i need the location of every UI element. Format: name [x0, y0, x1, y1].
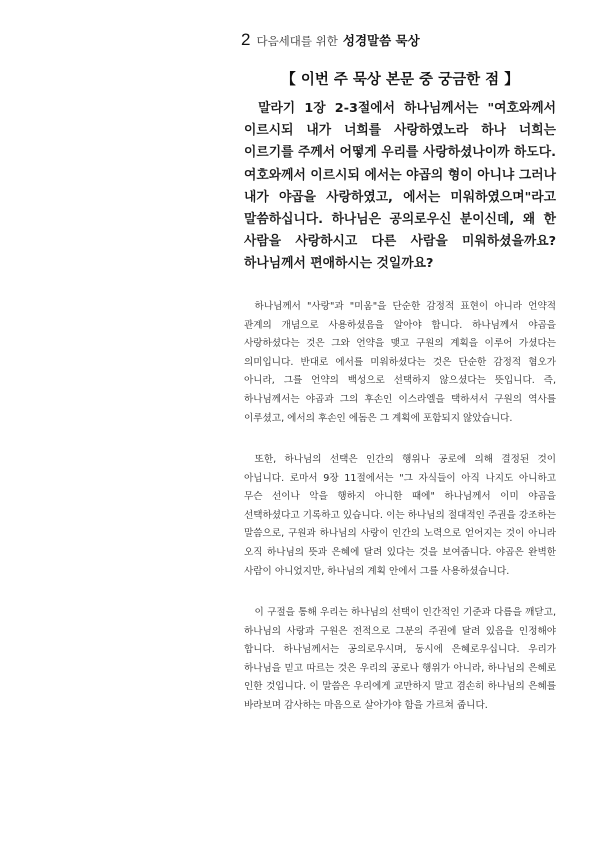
section-title: 【 이번 주 묵상 본문 중 궁금한 점 】: [281, 72, 519, 88]
answer-paragraph-3: 이 구절을 통해 우리는 하나님의 선택이 인간적인 기준과 다름을 깨닫고, 하나님의 사랑과 구원은 전적으로 그분의 주권에 달려 있음을 인정해야 합니다. 하나님께서는 공의로우시며, 동시에 은혜로우십니다. 우리가 하나님을 믿고 따르는 것은 우리의 공로나 행위가 아니라, 하나님의 은혜로 인한 것입니다. 이 말씀은 우리에게 교만하지 말고 겸손히 하나님의 은혜를 바라보며 감사하는 마음으로 살아가야 함을 가르쳐 줍니다.: [244, 607, 556, 711]
question-text: 말라기 1장 2-3절에서 하나님께서는 "여호와께서 이르시되 내가 너희를 사랑하였노라 하나 너희는 이르기를 주께서 어떻게 우리를 사랑하셨나이까 하도다. 여호와께서 이르시되 에서는 야곱의 형이 아니냐 그러나 내가 야곱을 사랑하였고, 에서는 미워하였으며"라고 말씀하십니다. 하나님은 공의로우신 분이신데, 왜 한 사람을 사랑하시고 다른 사람을 미워하셨을까요? 하나님께서 편애하시는 것일까요?: [244, 101, 556, 272]
running-header: [241, 30, 420, 54]
answer-paragraph-2: 또한, 하나님의 선택은 인간의 행위나 공로에 의해 결정된 것이 아닙니다. 로마서 9장 11절에서는 "그 자식들이 아직 나지도 아니하고 무슨 선이나 악을 행하지 아니한 때에" 하나님께서 이미 야곱을 선택하셨다고 기록하고 있습니다. 이는 하나님의 절대적인 주권을 강조하는 말씀으로, 구원과 하나님의 사랑이 인간의 노력으로 얻어지는 것이 아니라 오직 하나님의 뜻과 은혜에 달려 있다는 것을 보여줍니다. 야곱은 완벽한 사람이 아니었지만, 하나님의 계획 안에서 그를 사용하셨습니다.: [244, 454, 556, 577]
answer-paragraph-1: 하나님께서 "사랑"과 "미움"을 단순한 감정적 표현이 아니라 언약적 관계의 개념으로 사용하셨음을 알아야 합니다. 하나님께서 야곱을 사랑하셨다는 것은 그와 언약을 맺고 구원의 계획을 이루어 가셨다는 의미입니다. 반대로 에서를 미워하셨다는 것은 단순한 감정적 혐오가 아니라, 그를 언약의 백성으로 선택하지 않으셨다는 뜻입니다. 즉, 하나님께서는 야곱과 그의 후손인 이스라엘을 택하셔서 구원의 역사를 이루셨고, 에서의 후손인 에돔은 그 계획에 포함되지 않았습니다.: [244, 301, 556, 424]
header-title: 성경말씀 묵상: [342, 33, 420, 48]
page-number: 2: [241, 30, 251, 49]
header-subtitle: 다음세대를 위한: [256, 34, 338, 48]
